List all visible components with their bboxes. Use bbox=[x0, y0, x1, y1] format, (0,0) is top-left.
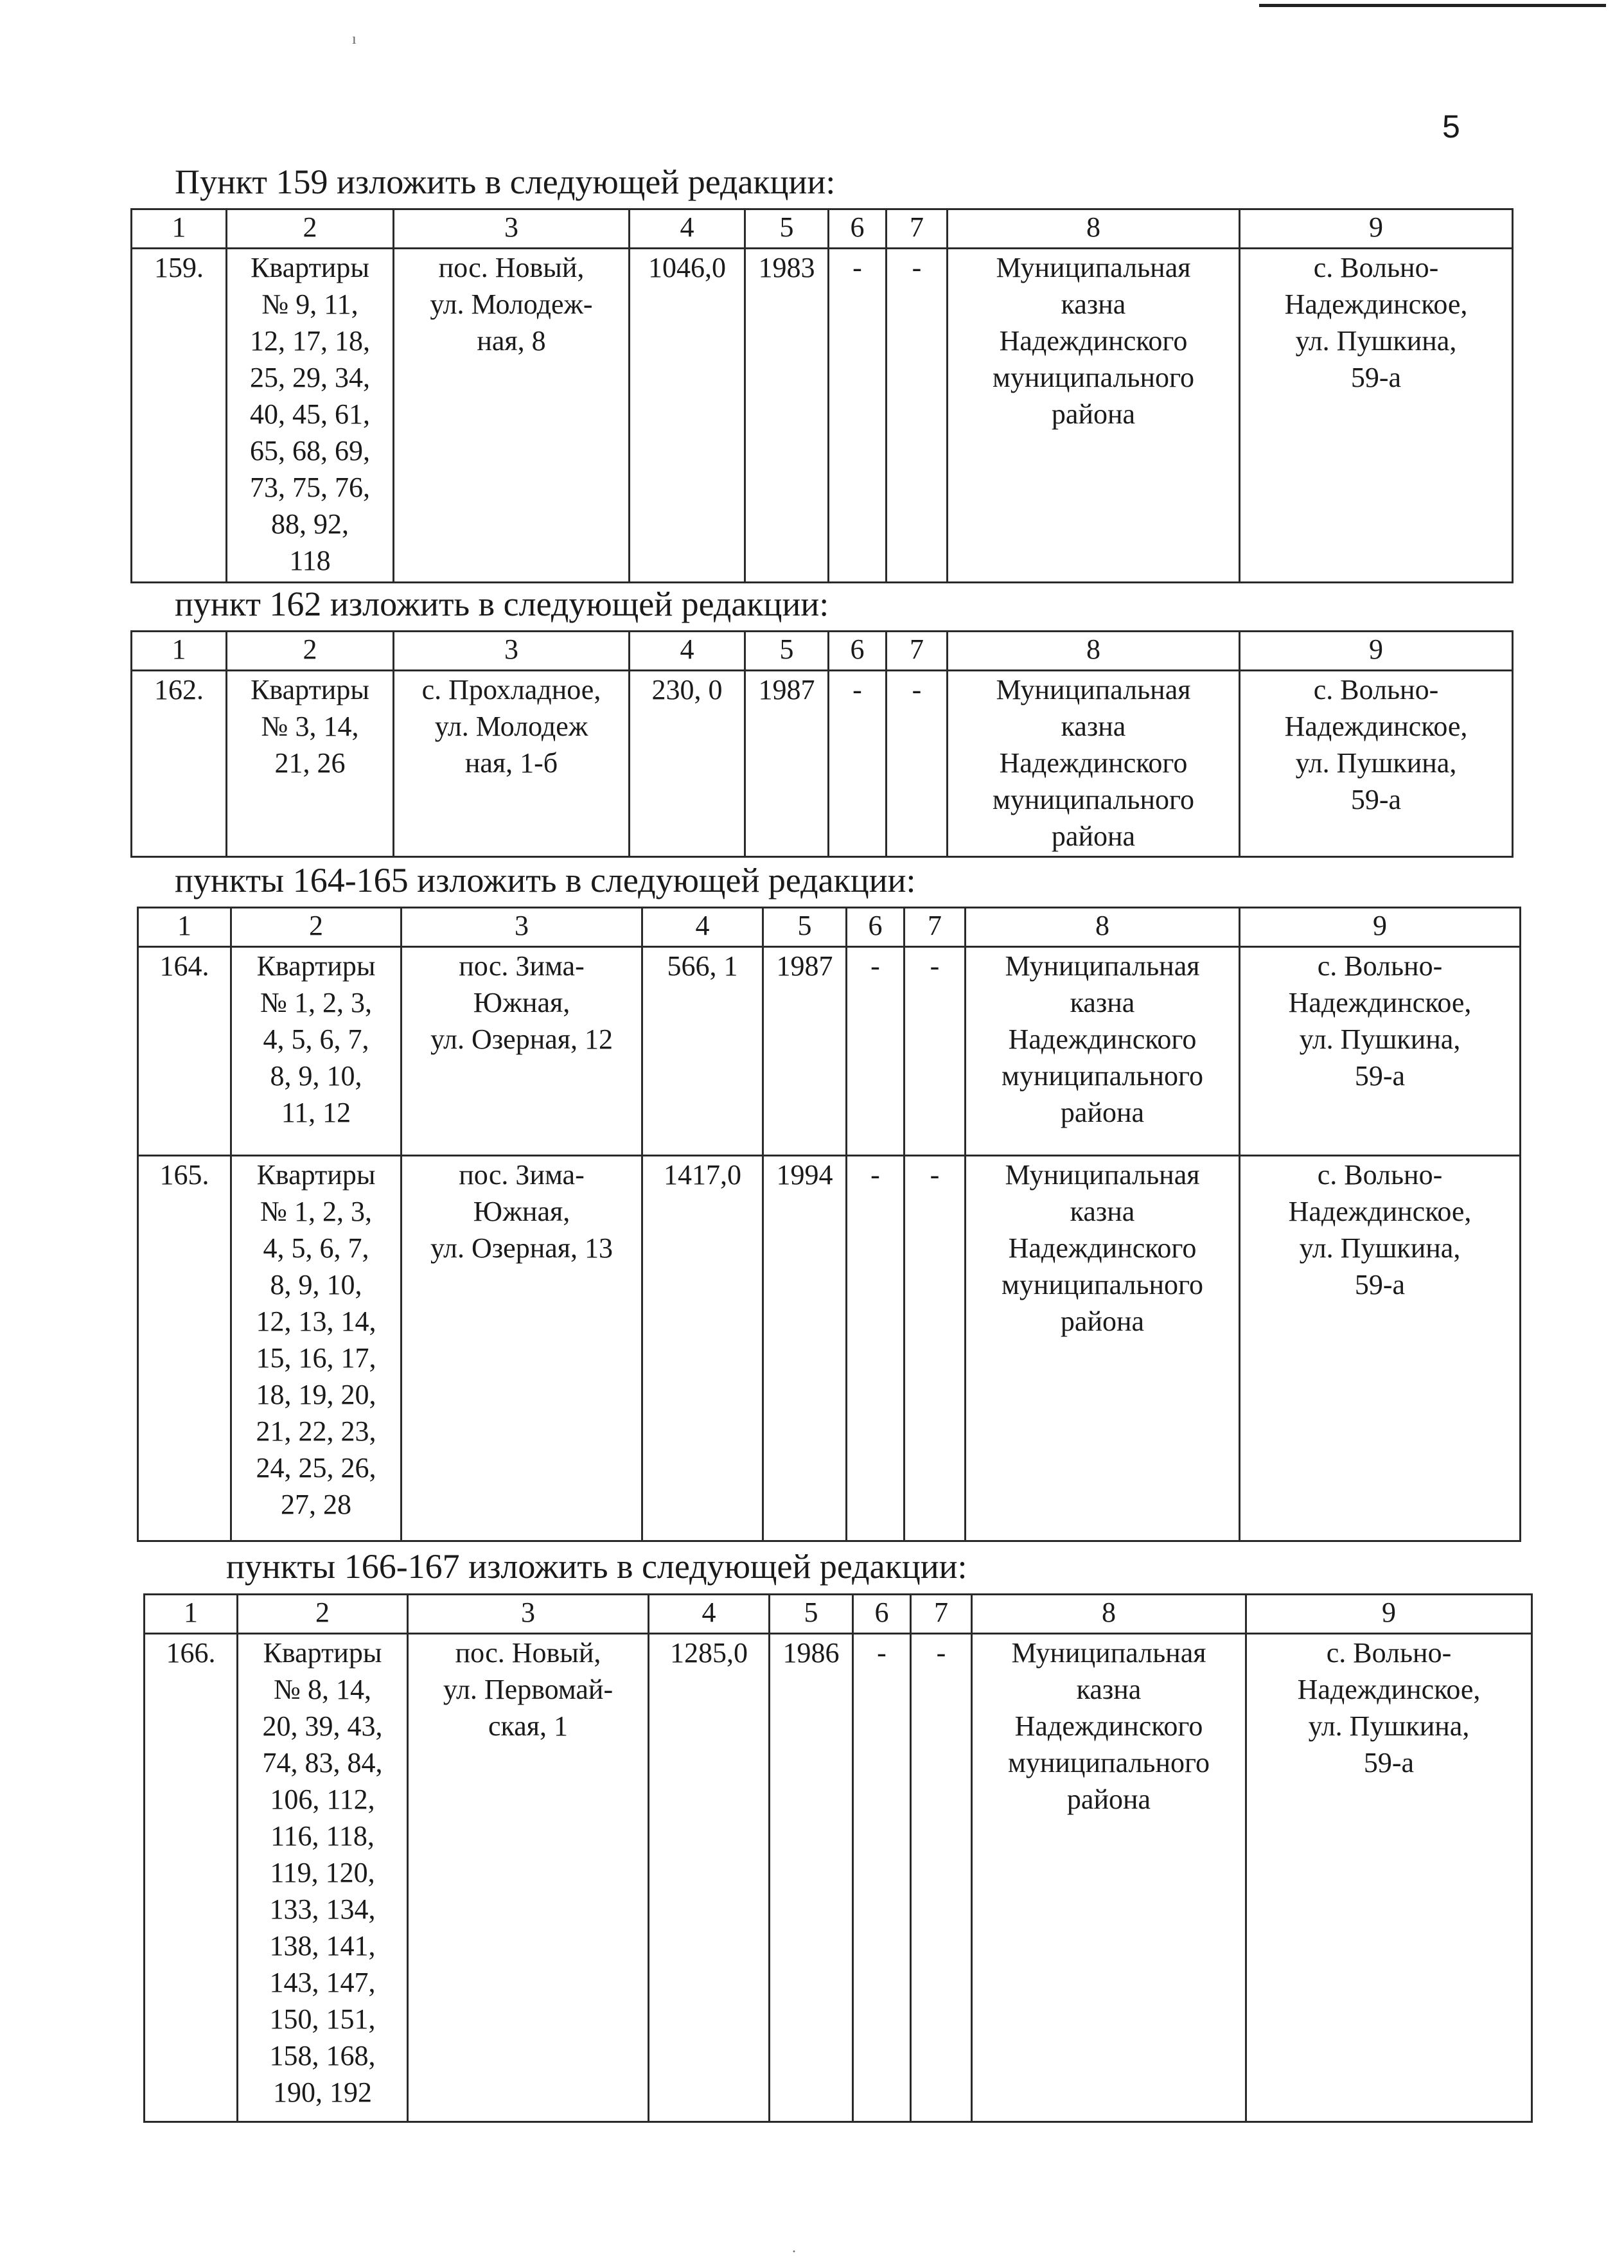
location-cell: с. Вольно- Надеждинское, ул. Пушкина, 59-а bbox=[1240, 947, 1521, 1156]
col-number: 7 bbox=[887, 209, 948, 249]
col-number: 6 bbox=[829, 632, 887, 671]
register-table bbox=[137, 907, 1521, 1542]
register-table bbox=[130, 630, 1514, 858]
column-number-row bbox=[145, 1595, 1532, 1634]
table-row bbox=[145, 1634, 1532, 2122]
col-number: 7 bbox=[905, 908, 966, 947]
owner-cell: Муниципальная казна Надеждинского муниципального района bbox=[948, 249, 1240, 583]
address-cell: пос. Зима- Южная, ул. Озерная, 12 bbox=[402, 947, 642, 1156]
area-cell: 230, 0 bbox=[630, 671, 745, 857]
col6-cell: - bbox=[829, 671, 887, 857]
col6-cell: - bbox=[847, 947, 905, 1156]
apartments-cell: Квартиры № 8, 14, 20, 39, 43, 74, 83, 84, 106, 112, 116, 118, 119, 120, 133, 134, 138, 141, 143, 147, 150, 151, 158, 168, 190, 192 bbox=[238, 1634, 408, 2122]
year-cell: 1986 bbox=[770, 1634, 853, 2122]
apartments-cell: Квартиры № 1, 2, 3, 4, 5, 6, 7, 8, 9, 10, 11, 12 bbox=[231, 947, 402, 1156]
section-heading: пункт 162 изложить в следующей редакции: bbox=[175, 585, 829, 623]
col-number: 2 bbox=[227, 209, 394, 249]
item-number: 162. bbox=[132, 671, 227, 857]
col-number: 8 bbox=[948, 209, 1240, 249]
location-cell: с. Вольно- Надеждинское, ул. Пушкина, 59-а bbox=[1240, 1156, 1521, 1541]
owner-cell: Муниципальная казна Надеждинского муниципального района bbox=[948, 671, 1240, 857]
section-heading: Пункт 159 изложить в следующей редакции: bbox=[175, 163, 836, 201]
table-row bbox=[132, 671, 1513, 857]
col-number: 9 bbox=[1246, 1595, 1532, 1634]
column-number-row bbox=[132, 632, 1513, 671]
col-number: 2 bbox=[227, 632, 394, 671]
top-edge-rule bbox=[1259, 4, 1606, 7]
col7-cell: - bbox=[911, 1634, 972, 2122]
page-number: 5 bbox=[1442, 109, 1460, 145]
location-cell: с. Вольно- Надеждинское, ул. Пушкина, 59-а bbox=[1240, 249, 1513, 583]
col-number: 1 bbox=[132, 632, 227, 671]
col-number: 5 bbox=[763, 908, 847, 947]
col-number: 3 bbox=[408, 1595, 649, 1634]
col7-cell: - bbox=[887, 249, 948, 583]
year-cell: 1983 bbox=[745, 249, 829, 583]
col-number: 3 bbox=[394, 209, 630, 249]
location-cell: с. Вольно- Надеждинское, ул. Пушкина, 59-а bbox=[1246, 1634, 1532, 2122]
owner-cell: Муниципальная казна Надеждинского муниципального района bbox=[972, 1634, 1246, 2122]
col-number: 3 bbox=[402, 908, 642, 947]
col-number: 2 bbox=[231, 908, 402, 947]
col6-cell: - bbox=[853, 1634, 911, 2122]
section-heading: пункты 164-165 изложить в следующей редакции: bbox=[175, 861, 916, 899]
area-cell: 1417,0 bbox=[642, 1156, 763, 1541]
owner-cell: Муниципальная казна Надеждинского муниципального района bbox=[966, 1156, 1240, 1541]
col6-cell: - bbox=[829, 249, 887, 583]
col-number: 9 bbox=[1240, 632, 1513, 671]
item-number: 159. bbox=[132, 249, 227, 583]
col-number: 4 bbox=[630, 632, 745, 671]
col-number: 9 bbox=[1240, 908, 1521, 947]
col-number: 6 bbox=[847, 908, 905, 947]
col6-cell: - bbox=[847, 1156, 905, 1541]
item-number: 166. bbox=[145, 1634, 238, 2122]
register-table bbox=[130, 208, 1514, 583]
address-cell: пос. Новый, ул. Молодеж- ная, 8 bbox=[394, 249, 630, 583]
col-number: 4 bbox=[642, 908, 763, 947]
col-number: 6 bbox=[829, 209, 887, 249]
owner-cell: Муниципальная казна Надеждинского муниципального района bbox=[966, 947, 1240, 1156]
area-cell: 566, 1 bbox=[642, 947, 763, 1156]
col-number: 9 bbox=[1240, 209, 1513, 249]
col-number: 1 bbox=[132, 209, 227, 249]
item-number: 164. bbox=[138, 947, 231, 1156]
col-number: 1 bbox=[138, 908, 231, 947]
col7-cell: - bbox=[905, 947, 966, 1156]
table-row bbox=[138, 947, 1521, 1156]
col-number: 1 bbox=[145, 1595, 238, 1634]
col7-cell: - bbox=[887, 671, 948, 857]
table-row bbox=[132, 249, 1513, 583]
apartments-cell: Квартиры № 3, 14, 21, 26 bbox=[227, 671, 394, 857]
column-number-row bbox=[138, 908, 1521, 947]
apartments-cell: Квартиры № 9, 11, 12, 17, 18, 25, 29, 34, 40, 45, 61, 65, 68, 69, 73, 75, 76, 88, 92, 118 bbox=[227, 249, 394, 583]
apartments-cell: Квартиры № 1, 2, 3, 4, 5, 6, 7, 8, 9, 10, 12, 13, 14, 15, 16, 17, 18, 19, 20, 21, 22, 23, 24, 25, 26, 27, 28 bbox=[231, 1156, 402, 1541]
col-number: 8 bbox=[972, 1595, 1246, 1634]
col-number: 5 bbox=[745, 632, 829, 671]
scan-speck: ı bbox=[352, 31, 357, 48]
year-cell: 1994 bbox=[763, 1156, 847, 1541]
address-cell: пос. Зима- Южная, ул. Озерная, 13 bbox=[402, 1156, 642, 1541]
column-number-row bbox=[132, 209, 1513, 249]
address-cell: пос. Новый, ул. Первомай- ская, 1 bbox=[408, 1634, 649, 2122]
col-number: 7 bbox=[911, 1595, 972, 1634]
col-number: 8 bbox=[948, 632, 1240, 671]
col-number: 3 bbox=[394, 632, 630, 671]
year-cell: 1987 bbox=[745, 671, 829, 857]
location-cell: с. Вольно- Надеждинское, ул. Пушкина, 59-а bbox=[1240, 671, 1513, 857]
address-cell: с. Прохладное, ул. Молодеж ная, 1-б bbox=[394, 671, 630, 857]
register-table bbox=[143, 1593, 1533, 2123]
col-number: 5 bbox=[770, 1595, 853, 1634]
year-cell: 1987 bbox=[763, 947, 847, 1156]
col-number: 5 bbox=[745, 209, 829, 249]
col-number: 8 bbox=[966, 908, 1240, 947]
section-heading: пункты 166-167 изложить в следующей редакции: bbox=[226, 1547, 967, 1586]
col-number: 2 bbox=[238, 1595, 408, 1634]
table-row bbox=[138, 1156, 1521, 1541]
col-number: 7 bbox=[887, 632, 948, 671]
scan-speck: · bbox=[791, 2244, 797, 2260]
item-number: 165. bbox=[138, 1156, 231, 1541]
col-number: 6 bbox=[853, 1595, 911, 1634]
col-number: 4 bbox=[649, 1595, 770, 1634]
area-cell: 1046,0 bbox=[630, 249, 745, 583]
col-number: 4 bbox=[630, 209, 745, 249]
col7-cell: - bbox=[905, 1156, 966, 1541]
area-cell: 1285,0 bbox=[649, 1634, 770, 2122]
